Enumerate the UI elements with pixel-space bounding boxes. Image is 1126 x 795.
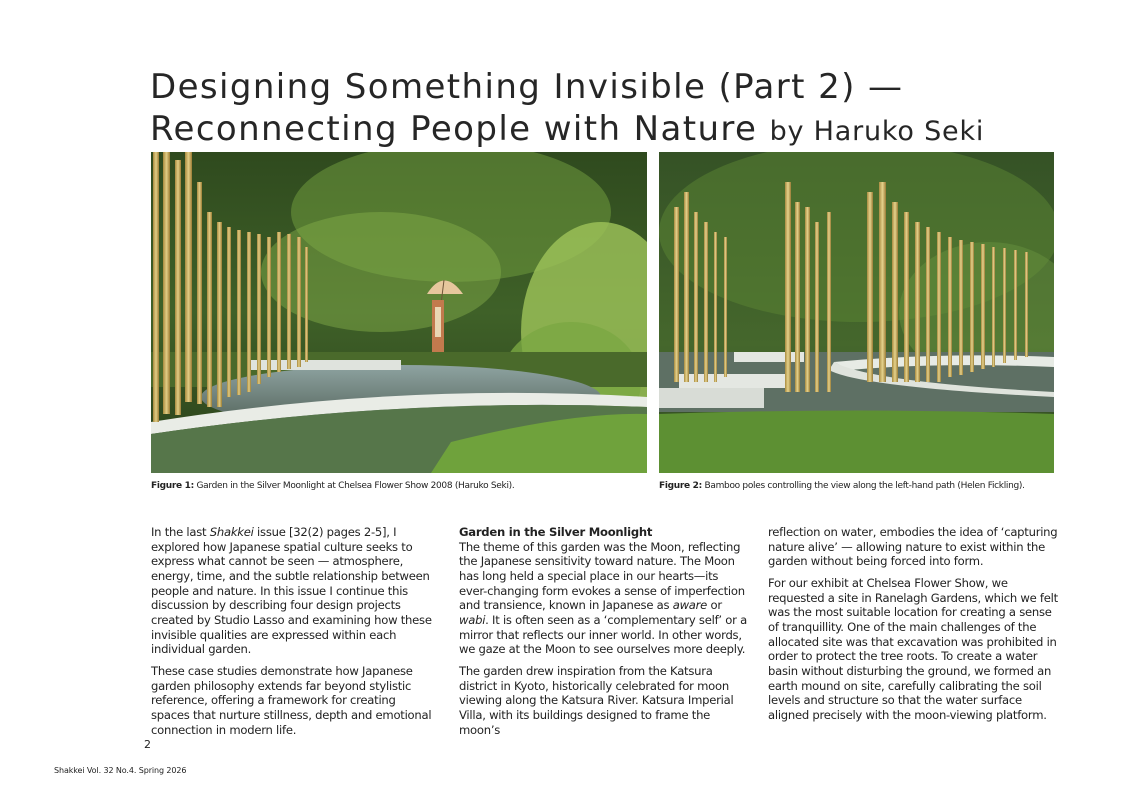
text-run: . It is often seen as a ‘complementary self’ or a mirror that reflects our inner world. In other words, we gaze at the Moon to see ourselves more deeply. (459, 612, 747, 657)
paragraph: reflection on water, embodies the idea of ‘capturing nature alive’ — allowing nature to exist within the garden without being forced into form. (768, 525, 1058, 569)
figure-2-photo (659, 152, 1054, 473)
figure-2-label: Figure 2: (659, 481, 702, 491)
text-run: issue [32(2) pages 2-5], I explored how Japanese spatial culture seeks to express what cannot be seen — atmosphere, energy, time, and the subtle relationship between people and nature. In this issue I continue this discussion by describing four design projects created by Studio Lasso and examining how these invisible qualities are expressed within each individual garden. (151, 525, 432, 657)
body-column-3 (768, 525, 1058, 730)
paragraph (151, 525, 436, 657)
byline: by Haruko Seki (769, 116, 985, 147)
text-run: or (707, 598, 722, 613)
figure-1-photo (151, 152, 647, 473)
article-title (150, 66, 1050, 153)
figure-1-label: Figure 1: (151, 481, 194, 491)
term-wabi: wabi (459, 612, 486, 627)
paragraph: For our exhibit at Chelsea Flower Show, we requested a site in Ranelagh Gardens, which we felt was the most suitable location for creating a sense of tranquillity. One of the main challenges of the allocated site was that excavation was prohibited in order to protect the tree roots. To create a water basin without disturbing the ground, we formed an earth mound on site, carefully calibrating the soil levels and structure so that the water surface aligned precisely with the moon-viewing platform. (768, 575, 1058, 722)
paragraph: These case studies demonstrate how Japanese garden philosophy extends far beyond stylistic reference, offering a framework for creating spaces that nurture stillness, depth and emotional connection in modern life. (151, 663, 432, 737)
figure-2-caption-text: Bamboo poles controlling the view along the left-hand path (Helen Fickling). (704, 481, 1025, 491)
journal-name: Shakkei (209, 525, 254, 539)
figure-1-caption-text: Garden in the Silver Moonlight at Chelsea Flower Show 2008 (Haruko Seki). (196, 481, 515, 491)
body-column-2 (459, 525, 749, 744)
garden-moonlight-illustration (151, 152, 647, 473)
page-number: 2 (144, 738, 151, 751)
text-run: In the last (151, 525, 210, 539)
paragraph: The garden drew inspiration from the Katsura district in Kyoto, historically celebrated for moon viewing along the Katsura River. Katsura Imperial Villa, with its buildings designed to frame the moon’s (459, 663, 734, 737)
paragraph (459, 525, 749, 657)
figure-1-caption (151, 480, 514, 492)
term-aware: aware (672, 598, 708, 613)
text-run: The theme of this garden was the Moon, reflecting the Japanese sensitivity toward nature. The Moon has long held a special place in our hearts—its ever-changing form evokes a sense of imperfection and transience, known in Japanese as (459, 539, 745, 613)
section-subheading: Garden in the Silver Moonlight (459, 525, 653, 539)
bamboo-path-illustration (659, 152, 1054, 473)
title-text: Designing Something Invisible (Part 2) — Reconnecting People with Nature (150, 67, 904, 149)
figure-2-caption (659, 480, 1025, 492)
footer-issue-info: Shakkei Vol. 32 No.4. Spring 2026 (54, 766, 187, 775)
body-column-1 (151, 525, 436, 744)
